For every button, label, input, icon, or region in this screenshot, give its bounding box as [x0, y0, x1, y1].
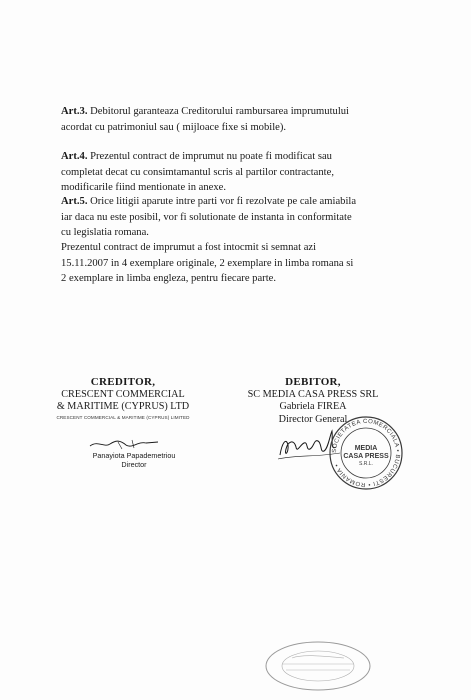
article-5-label: Art.5. — [61, 196, 88, 207]
article-4-line-3: modificarile fiind mentionate in anexe. — [61, 182, 227, 193]
creditor-company-line-1: CRESCENT COMMERCIAL — [61, 388, 185, 400]
creditor-heading: CREDITOR, — [90, 376, 156, 388]
article-3-line-1: Art.3. Debitorul garanteaza Creditorului rambursarea imprumutului — [61, 106, 350, 117]
debitor-company: SC MEDIA CASA PRESS SRL — [247, 388, 379, 400]
debitor-person-name: Gabriela FIREA — [279, 401, 347, 412]
svg-text:SOCIETATEA COMERCIALA • BUCURE: SOCIETATEA COMERCIALA • BUCURESTI • ROMANIA • — [331, 418, 401, 488]
svg-text:S.R.L.: S.R.L. — [359, 461, 373, 467]
article-3-label: Art.3. — [61, 106, 88, 117]
faint-bottom-stamp — [262, 634, 374, 694]
article-5-line-1: Art.5. Orice litigii aparute intre parti vor fi rezolvate pe cale amiabila — [61, 196, 357, 207]
article-4-line-2: completat decat cu consimtamantul scris al partilor contractante, — [61, 166, 334, 178]
article-5-line-3: cu legislatia romana. — [61, 227, 149, 238]
article-4-label: Art.4. — [61, 151, 88, 162]
article-5 — [61, 194, 421, 241]
company-stamp — [327, 414, 405, 492]
creditor-signature — [88, 436, 160, 452]
creditor-company-line-2: & MARITIME (CYPRUS) LTD — [56, 401, 190, 412]
svg-text:CASA PRESS: CASA PRESS — [343, 453, 389, 460]
article-3-line-2: acordat cu patrimoniul sau ( mijloace fixe si mobile). — [61, 121, 287, 133]
debitor-person-role: Director General — [278, 413, 348, 425]
closing-paragraph — [61, 240, 421, 287]
creditor-letterhead: CRESCENT COMMERCIAL & MARITIME (CYPRUS) LIMITED — [56, 414, 190, 420]
debitor-heading: DEBITOR, — [285, 376, 341, 388]
closing-line-2: 15.11.2007 in 4 exemplare originale, 2 exemplare in limba romana si — [61, 257, 354, 269]
creditor-person-name: Panayiota Papademetriou — [92, 451, 176, 460]
article-4 — [61, 149, 421, 196]
svg-text:MEDIA: MEDIA — [354, 445, 378, 452]
closing-line-1: Prezentul contract de imprumut a fost intocmit si semnat azi — [61, 242, 317, 253]
creditor-block — [38, 376, 208, 421]
creditor-person-role: Director — [121, 460, 147, 469]
article-3 — [61, 104, 421, 135]
article-5-line-2: iar daca nu este posibil, vor fi solutionate de instanta in conformitate — [61, 211, 352, 223]
article-4-line-1: Art.4. Prezentul contract de imprumut nu poate fi modificat sau — [61, 151, 332, 162]
closing-line-3: 2 exemplare in limba engleza, pentru fiecare parte. — [61, 273, 276, 284]
